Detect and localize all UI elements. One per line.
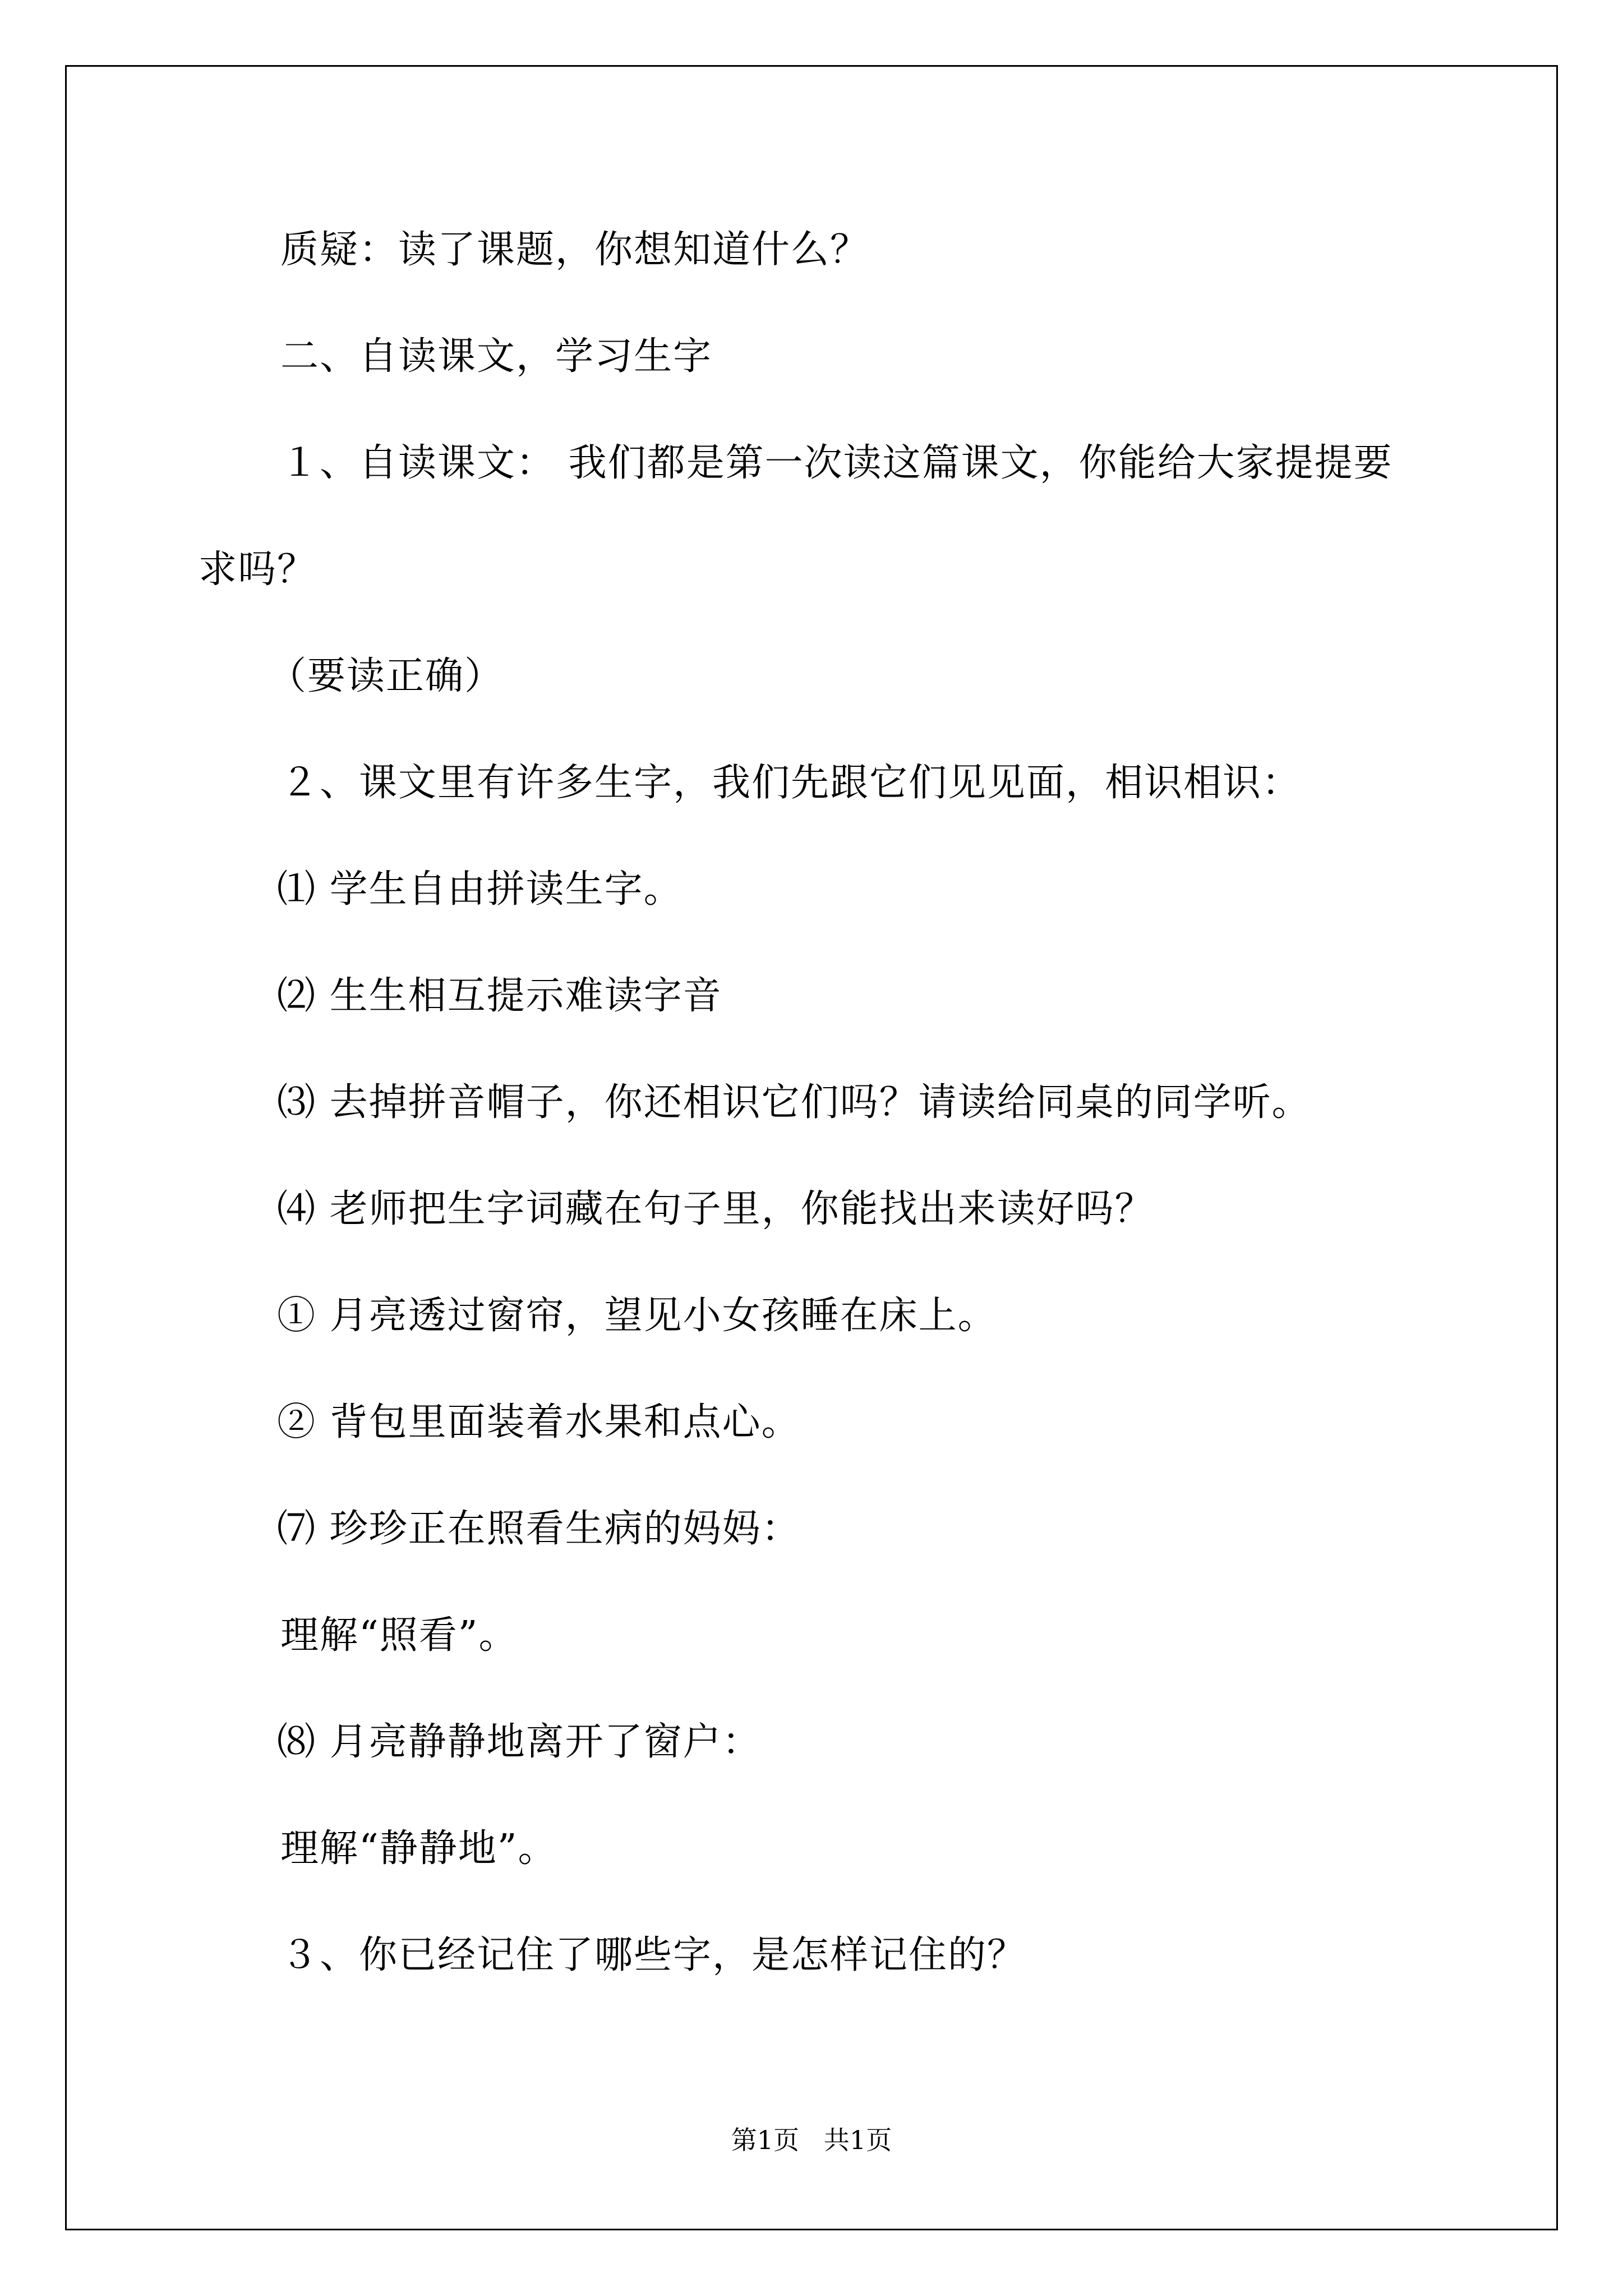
paragraph-line: 理解“静静地”。 — [280, 1826, 557, 1871]
paragraph-line: （要读正确） — [268, 654, 504, 698]
list-item: ⑺ 珍珍正在照看生病的妈妈： — [277, 1507, 801, 1551]
paragraph-line: 理解“照看”。 — [280, 1613, 518, 1658]
section-heading: 二、自读课文，学习生字 — [280, 334, 713, 379]
paragraph-line: 求吗？ — [199, 547, 317, 592]
paragraph-line: １、自读课文： 我们都是第一次读这篇课文，你能给大家提提要 — [280, 441, 1393, 485]
list-item: ⑵ 生生相互提示难读字音 — [277, 974, 722, 1018]
list-item: ⑷ 老师把生字词藏在句子里，你能找出来读好吗？ — [277, 1187, 1154, 1231]
page-border — [65, 65, 1558, 2230]
paragraph-line: 质疑：读了课题，你想知道什么？ — [280, 228, 870, 272]
list-item: ⑶ 去掉拼音帽子，你还相识它们吗？请读给同桌的同学听。 — [277, 1080, 1311, 1125]
page-number-footer: 第1页 共1页 — [731, 2125, 892, 2155]
paragraph-line: ２、课文里有许多生字，我们先跟它们见见面，相识相识： — [280, 761, 1302, 805]
list-item: ⑻ 月亮静静地离开了窗户： — [277, 1720, 762, 1764]
list-item: ① 月亮透过窗帘，望见小女孩睡在床上。 — [277, 1294, 997, 1338]
paragraph-line: ３、你已经记住了哪些字，是怎样记住的？ — [280, 1933, 1027, 1977]
list-item: ⑴ 学生自由拼读生字。 — [277, 867, 683, 912]
list-item: ② 背包里面装着水果和点心。 — [277, 1400, 801, 1444]
